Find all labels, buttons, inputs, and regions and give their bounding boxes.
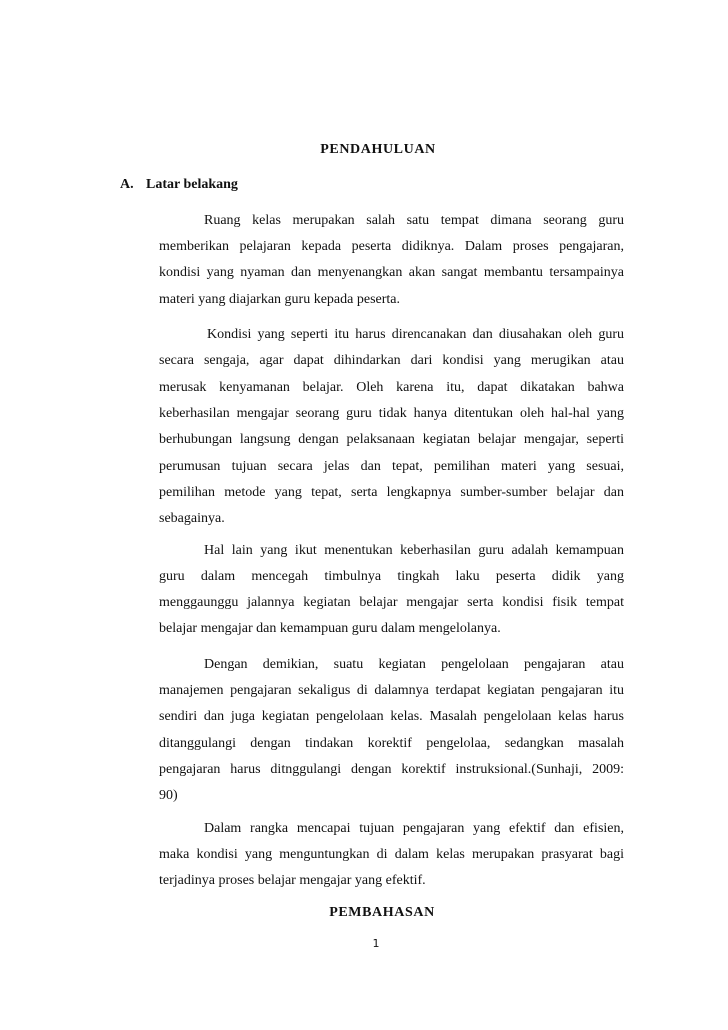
paragraph-line: terjadinya proses belajar mengajar yang efektif. [159,873,426,888]
paragraph-line: ditanggulangi dengan tindakan korektif pengelolaa, sedangkan masalah [159,736,624,751]
paragraph-line: Dalam rangka mencapai tujuan pengajaran yang efektif dan efisien, [204,821,624,836]
paragraph-line: guru dalam mencegah timbulnya tingkah laku peserta didik yang [159,569,624,584]
paragraph-line: Kondisi yang seperti itu harus direncanakan dan diusahakan oleh guru [207,327,624,342]
paragraph-line: pengajaran harus ditnggulangi dengan korektif instruksional.(Sunhaji, 2009: [159,762,624,777]
paragraph-line: perumusan tujuan secara jelas dan tepat, pemilihan materi yang sesuai, [159,459,624,474]
paragraph-line: Ruang kelas merupakan salah satu tempat dimana seorang guru [204,213,624,228]
paragraph-line: pemilihan metode yang tepat, serta lengkapnya sumber-sumber belajar dan [159,485,624,500]
section-heading [120,177,238,193]
page-title: PENDAHULUAN [320,142,436,157]
paragraph-line: Dengan demikian, suatu kegiatan pengelolaan pengajaran atau [204,657,624,672]
paragraph-line: maka kondisi yang menguntungkan di dalam kelas merupakan prasyarat bagi [159,847,624,862]
paragraph-line: manajemen pengajaran sekaligus di dalamnya terdapat kegiatan pengajaran itu [159,683,624,698]
paragraph-line: memberikan pelajaran kepada peserta didiknya. Dalam proses pengajaran, [159,239,624,254]
paragraph-line: sebagainya. [159,511,225,526]
paragraph-line: merusak kenyamanan belajar. Oleh karena itu, dapat dikatakan bahwa [159,380,624,395]
paragraph-line: 90) [159,788,178,803]
paragraph-line: secara sengaja, agar dapat dihindarkan dari kondisi yang merugikan atau [159,353,624,368]
paragraph-line: Hal lain yang ikut menentukan keberhasilan guru adalah kemampuan [204,543,624,558]
next-section-heading: PEMBAHASAN [329,905,435,920]
paragraph-line: berhubungan langsung dengan pelaksanaan kegiatan belajar mengajar, seperti [159,432,624,447]
paragraph-line: sendiri dan juga kegiatan pengelolaan kelas. Masalah pengelolaan kelas harus [159,709,624,724]
paragraph-line: keberhasilan mengajar seorang guru tidak hanya ditentukan oleh hal-hal yang [159,406,624,421]
section-number: A. [120,177,134,192]
paragraph-line: materi yang diajarkan guru kepada peserta. [159,292,401,307]
paragraph-line: belajar mengajar dan kemampuan guru dalam mengelolanya. [159,621,501,636]
page-number: 1 [372,937,380,950]
paragraph-line: kondisi yang nyaman dan menyenangkan akan sangat membantu tersampainya [159,265,624,280]
section-title: Latar belakang [146,177,238,192]
paragraph-line: menggaunggu jalannya kegiatan belajar mengajar serta kondisi fisik tempat [159,595,624,610]
